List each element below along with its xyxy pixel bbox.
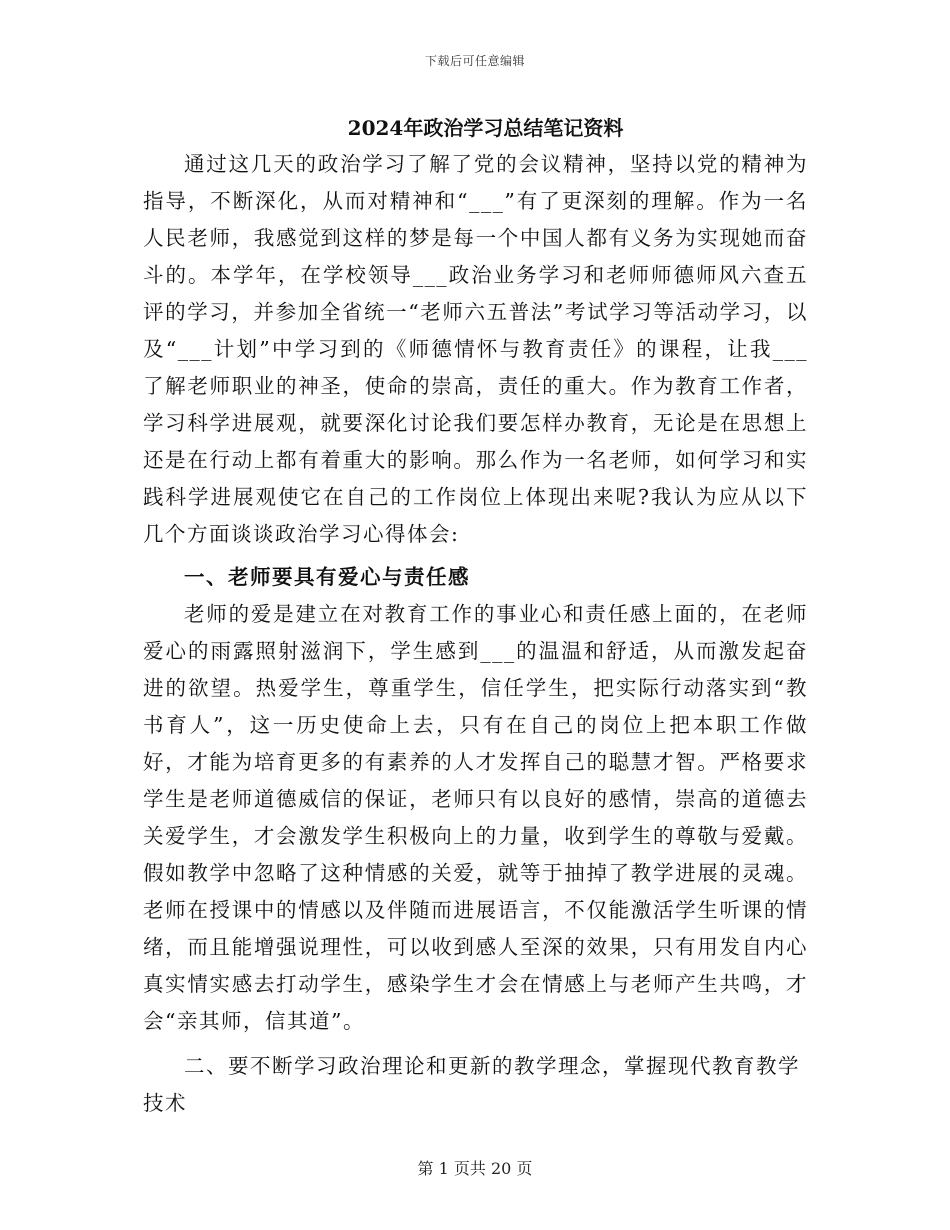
document-title: 2024年政治学习总结笔记资料 bbox=[347, 116, 624, 140]
section-heading-2: 二、要不断学习政治理论和更新的教学理念，掌握现代教育教学技术 bbox=[143, 1054, 800, 1115]
section-paragraph-1: 老师的爱是建立在对教育工作的事业心和责任感上面的，在老师爱心的雨露照射滋润下，学生感到___的温温和舒适，从而激发起奋进的欲望。热爱学生，尊重学生，信任学生，把实际行动落实到“教书育人”，这一历史使命上去，只有在自己的岗位上把本职工作做好，才能为培育更多的有素养的人才发挥自己的聪慧才智。严格要求学生是老师道德威信的保证，老师只有以良好的感情，崇高的道德去关爱学生，才会激发学生积极向上的力量，收到学生的尊敬与爱戴。假如教学中忽略了这种情感的关爱，就等于抽掉了教学进展的灵魂。老师在授课中的情感以及伴随而进展语言，不仅能激活学生听课的情绪，而且能增强说理性，可以收到感人至深的效果，只有用发自内心真实情实感去打动学生，感染学生才会在情感上与老师产生共鸣，才会“亲其师，信其道”。 bbox=[143, 602, 808, 1033]
document-body bbox=[143, 112, 808, 1122]
section-heading-1: 一、老师要具有爱心与责任感 bbox=[184, 565, 470, 589]
intro-paragraph: 通过这几天的政治学习了解了党的会议精神，坚持以党的精神为指导，不断深化，从而对精神和“___”有了更深刻的理解。作为一名人民老师，我感觉到这样的梦是每一个中国人都有义务为实现她而奋斗的。本学年，在学校领导___政治业务学习和老师师德师风六查五评的学习，并参加全省统一“老师六五普法”考试学习等活动学习，以及“___计划”中学习到的《师德情怀与教育责任》的课程，让我___了解老师职业的神圣，使命的崇高，责任的重大。作为教育工作者，学习科学进展观，就要深化讨论我们要怎样办教育，无论是在思想上还是在行动上都有着重大的影响。那么作为一名老师，如何学习和实践科学进展观使它在自己的工作岗位上体现出来呢?我认为应从以下几个方面谈谈政治学习心得体会: bbox=[143, 152, 808, 546]
header-note: 下载后可任意编辑 bbox=[424, 54, 525, 68]
page-number: 第 1 页共 20 页 bbox=[417, 1159, 533, 1178]
